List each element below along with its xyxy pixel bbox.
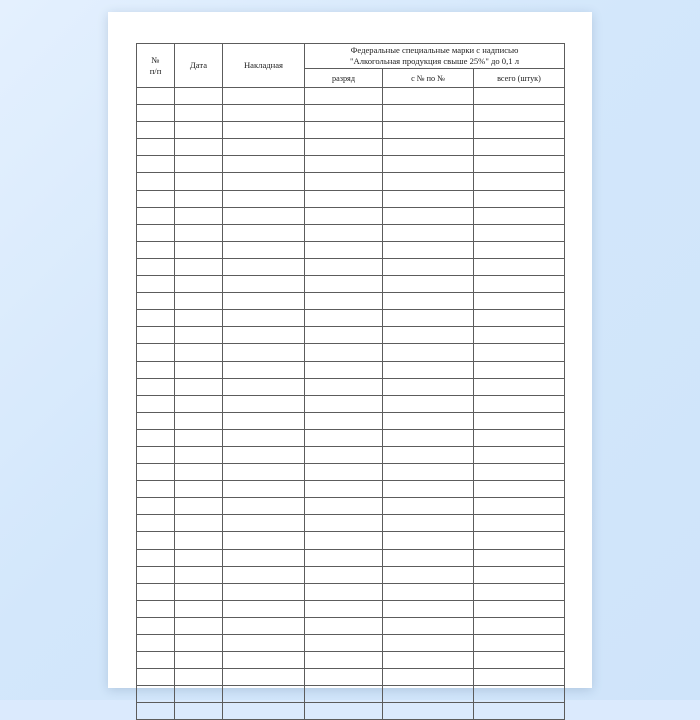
document-page [108, 12, 592, 688]
header-marks-group-line1: Федеральные специальные марки с надписью [350, 44, 519, 55]
table-cell[interactable] [383, 395, 474, 412]
table-cell[interactable] [474, 395, 565, 412]
table-cell[interactable] [175, 344, 223, 361]
header-number-line2: п/п [149, 65, 162, 76]
table-row[interactable] [137, 122, 565, 139]
table-cell[interactable] [137, 258, 175, 275]
table-row[interactable] [137, 258, 565, 275]
table-cell[interactable] [305, 344, 383, 361]
table-cell[interactable] [474, 617, 565, 634]
table-row[interactable] [137, 139, 565, 156]
table-cell[interactable] [474, 344, 565, 361]
table-row[interactable] [137, 652, 565, 669]
table-cell[interactable] [383, 310, 474, 327]
header-number-line1: № [151, 54, 160, 65]
table-cell[interactable] [223, 241, 305, 258]
table-cell[interactable] [137, 464, 175, 481]
table-cell[interactable] [474, 310, 565, 327]
table-cell[interactable] [474, 88, 565, 105]
table-cell[interactable] [474, 600, 565, 617]
table-cell[interactable] [305, 652, 383, 669]
table-cell[interactable] [137, 361, 175, 378]
table-cell[interactable] [137, 122, 175, 139]
table-cell[interactable] [383, 173, 474, 190]
table-cell[interactable] [474, 669, 565, 686]
table-cell[interactable] [383, 600, 474, 617]
table-cell[interactable] [474, 293, 565, 310]
table-cell[interactable] [383, 686, 474, 703]
table-row[interactable] [137, 241, 565, 258]
table-cell[interactable] [474, 412, 565, 429]
table-cell[interactable] [474, 224, 565, 241]
table-cell[interactable] [474, 583, 565, 600]
table-cell[interactable] [137, 224, 175, 241]
table-cell[interactable] [223, 549, 305, 566]
header-marks-group [305, 44, 565, 69]
table-cell[interactable] [474, 122, 565, 139]
table-cell[interactable] [223, 669, 305, 686]
table-cell[interactable] [305, 600, 383, 617]
table-cell[interactable] [223, 481, 305, 498]
table-cell[interactable] [383, 276, 474, 293]
table-cell[interactable] [305, 515, 383, 532]
table-cell[interactable] [305, 310, 383, 327]
table-cell[interactable] [305, 258, 383, 275]
table-cell[interactable] [223, 532, 305, 549]
table-cell[interactable] [305, 703, 383, 720]
table-cell[interactable] [383, 258, 474, 275]
table-row[interactable] [137, 276, 565, 293]
table-cell[interactable] [223, 105, 305, 122]
table-cell[interactable] [305, 207, 383, 224]
table-row[interactable] [137, 566, 565, 583]
table-cell[interactable] [175, 378, 223, 395]
table-cell[interactable] [175, 652, 223, 669]
table-cell[interactable] [175, 139, 223, 156]
table-cell[interactable] [137, 395, 175, 412]
table-row[interactable] [137, 446, 565, 463]
header-row-main [137, 44, 565, 69]
table-cell[interactable] [137, 310, 175, 327]
table-cell[interactable] [305, 686, 383, 703]
table-row[interactable] [137, 515, 565, 532]
table-cell[interactable] [137, 173, 175, 190]
table-cell[interactable] [383, 498, 474, 515]
table-cell[interactable] [474, 686, 565, 703]
table-cell[interactable] [175, 88, 223, 105]
table-cell[interactable] [137, 327, 175, 344]
table-cell[interactable] [223, 378, 305, 395]
table-cell[interactable] [383, 412, 474, 429]
table-cell[interactable] [223, 327, 305, 344]
table-cell[interactable] [474, 190, 565, 207]
table-cell[interactable] [223, 224, 305, 241]
table-cell[interactable] [175, 498, 223, 515]
table-cell[interactable] [305, 190, 383, 207]
table-cell[interactable] [175, 327, 223, 344]
table-cell[interactable] [474, 276, 565, 293]
table-cell[interactable] [175, 207, 223, 224]
table-cell[interactable] [175, 515, 223, 532]
table-cell[interactable] [175, 617, 223, 634]
table-row[interactable] [137, 429, 565, 446]
table-cell[interactable] [474, 429, 565, 446]
table-cell[interactable] [175, 293, 223, 310]
table-cell[interactable] [223, 446, 305, 463]
table-cell[interactable] [223, 156, 305, 173]
table-cell[interactable] [305, 617, 383, 634]
table-cell[interactable] [137, 276, 175, 293]
table-row[interactable] [137, 344, 565, 361]
table-cell[interactable] [175, 669, 223, 686]
table-cell[interactable] [383, 429, 474, 446]
table-cell[interactable] [305, 173, 383, 190]
table-cell[interactable] [305, 378, 383, 395]
table-cell[interactable] [305, 549, 383, 566]
table-row[interactable] [137, 207, 565, 224]
table-cell[interactable] [383, 669, 474, 686]
table-cell[interactable] [137, 686, 175, 703]
table-row[interactable] [137, 583, 565, 600]
table-cell[interactable] [137, 635, 175, 652]
table-cell[interactable] [474, 566, 565, 583]
header-invoice: Накладная [223, 44, 305, 88]
table-cell[interactable] [223, 412, 305, 429]
table-cell[interactable] [383, 464, 474, 481]
table-cell[interactable] [223, 686, 305, 703]
header-range: с № по № [383, 69, 474, 88]
table-cell[interactable] [175, 583, 223, 600]
table-cell[interactable] [223, 635, 305, 652]
table-cell[interactable] [137, 549, 175, 566]
table-cell[interactable] [223, 395, 305, 412]
table-cell[interactable] [223, 361, 305, 378]
table-cell[interactable] [175, 276, 223, 293]
table-cell[interactable] [175, 122, 223, 139]
table-row[interactable] [137, 481, 565, 498]
table-cell[interactable] [305, 481, 383, 498]
table-cell[interactable] [137, 429, 175, 446]
table-cell[interactable] [175, 156, 223, 173]
table-cell[interactable] [305, 105, 383, 122]
table-cell[interactable] [383, 515, 474, 532]
table-cell[interactable] [137, 617, 175, 634]
table-cell[interactable] [474, 207, 565, 224]
table-header [137, 44, 565, 88]
table-cell[interactable] [383, 446, 474, 463]
table-cell[interactable] [383, 156, 474, 173]
table-cell[interactable] [383, 617, 474, 634]
table-cell[interactable] [175, 429, 223, 446]
table-cell[interactable] [175, 446, 223, 463]
table-cell[interactable] [474, 549, 565, 566]
table-row[interactable] [137, 327, 565, 344]
table-cell[interactable] [305, 669, 383, 686]
table-cell[interactable] [305, 122, 383, 139]
table-cell[interactable] [383, 481, 474, 498]
table-cell[interactable] [383, 361, 474, 378]
table-row[interactable] [137, 532, 565, 549]
table-row[interactable] [137, 617, 565, 634]
table-cell[interactable] [474, 105, 565, 122]
table-cell[interactable] [474, 515, 565, 532]
table-cell[interactable] [175, 566, 223, 583]
table-cell[interactable] [383, 105, 474, 122]
table-cell[interactable] [175, 600, 223, 617]
table-row[interactable] [137, 600, 565, 617]
table-cell[interactable] [474, 173, 565, 190]
table-cell[interactable] [383, 327, 474, 344]
table-cell[interactable] [175, 190, 223, 207]
table-row[interactable] [137, 669, 565, 686]
table-cell[interactable] [175, 412, 223, 429]
table-cell[interactable] [383, 566, 474, 583]
table-cell[interactable] [383, 293, 474, 310]
header-total: всего (штук) [474, 69, 565, 88]
table-cell[interactable] [137, 207, 175, 224]
table-body [137, 88, 565, 720]
table-cell[interactable] [137, 293, 175, 310]
table-cell[interactable] [383, 207, 474, 224]
table-cell[interactable] [305, 464, 383, 481]
table-cell[interactable] [474, 446, 565, 463]
table-cell[interactable] [474, 156, 565, 173]
table-cell[interactable] [474, 378, 565, 395]
table-cell[interactable] [383, 139, 474, 156]
table-cell[interactable] [383, 241, 474, 258]
table-cell[interactable] [137, 88, 175, 105]
table-cell[interactable] [474, 498, 565, 515]
table-cell[interactable] [223, 429, 305, 446]
table-cell[interactable] [223, 293, 305, 310]
table-cell[interactable] [474, 361, 565, 378]
marks-ledger-table [136, 43, 565, 720]
table-cell[interactable] [305, 327, 383, 344]
table-row[interactable] [137, 88, 565, 105]
table-row[interactable] [137, 310, 565, 327]
table-cell[interactable] [223, 190, 305, 207]
table-cell[interactable] [305, 532, 383, 549]
table-cell[interactable] [383, 88, 474, 105]
table-cell[interactable] [137, 446, 175, 463]
table-cell[interactable] [223, 498, 305, 515]
table-row[interactable] [137, 395, 565, 412]
table-cell[interactable] [223, 258, 305, 275]
table-cell[interactable] [383, 635, 474, 652]
table-cell[interactable] [474, 635, 565, 652]
table-cell[interactable] [223, 600, 305, 617]
table-row[interactable] [137, 105, 565, 122]
table-cell[interactable] [137, 532, 175, 549]
table-cell[interactable] [137, 139, 175, 156]
table-cell[interactable] [175, 258, 223, 275]
table-cell[interactable] [383, 122, 474, 139]
table-cell[interactable] [137, 412, 175, 429]
table-cell[interactable] [474, 139, 565, 156]
table-cell[interactable] [305, 412, 383, 429]
table-cell[interactable] [223, 566, 305, 583]
table-cell[interactable] [175, 310, 223, 327]
table-cell[interactable] [137, 583, 175, 600]
table-cell[interactable] [305, 361, 383, 378]
table-cell[interactable] [474, 652, 565, 669]
table-cell[interactable] [137, 669, 175, 686]
table-row[interactable] [137, 190, 565, 207]
table-row[interactable] [137, 464, 565, 481]
table-cell[interactable] [137, 241, 175, 258]
table-cell[interactable] [383, 652, 474, 669]
table-cell[interactable] [305, 276, 383, 293]
table-row[interactable] [137, 703, 565, 720]
table-cell[interactable] [175, 361, 223, 378]
table-cell[interactable] [175, 703, 223, 720]
table-cell[interactable] [175, 395, 223, 412]
table-cell[interactable] [137, 481, 175, 498]
table-cell[interactable] [137, 190, 175, 207]
header-date: Дата [175, 44, 223, 88]
table-row[interactable] [137, 635, 565, 652]
table-row[interactable] [137, 378, 565, 395]
table-cell[interactable] [137, 105, 175, 122]
table-cell[interactable] [383, 224, 474, 241]
table-cell[interactable] [383, 583, 474, 600]
header-razryad: разряд [305, 69, 383, 88]
table-cell[interactable] [137, 515, 175, 532]
table-cell[interactable] [474, 703, 565, 720]
table-cell[interactable] [223, 122, 305, 139]
table-cell[interactable] [305, 635, 383, 652]
table-cell[interactable] [223, 88, 305, 105]
table-cell[interactable] [175, 532, 223, 549]
table-cell[interactable] [175, 549, 223, 566]
table-cell[interactable] [175, 635, 223, 652]
table-cell[interactable] [175, 241, 223, 258]
table-cell[interactable] [137, 652, 175, 669]
table-cell[interactable] [474, 327, 565, 344]
table-cell[interactable] [305, 583, 383, 600]
table-cell[interactable] [223, 464, 305, 481]
table-cell[interactable] [305, 293, 383, 310]
table-cell[interactable] [305, 429, 383, 446]
table-cell[interactable] [383, 703, 474, 720]
table-cell[interactable] [137, 600, 175, 617]
table-cell[interactable] [223, 703, 305, 720]
table-cell[interactable] [305, 224, 383, 241]
table-cell[interactable] [175, 173, 223, 190]
table-cell[interactable] [175, 224, 223, 241]
table-row[interactable] [137, 498, 565, 515]
table-row[interactable] [137, 293, 565, 310]
table-cell[interactable] [223, 583, 305, 600]
table-row[interactable] [137, 549, 565, 566]
table-cell[interactable] [305, 566, 383, 583]
table-cell[interactable] [474, 481, 565, 498]
table-cell[interactable] [137, 498, 175, 515]
table-cell[interactable] [175, 686, 223, 703]
table-cell[interactable] [223, 139, 305, 156]
table-cell[interactable] [383, 532, 474, 549]
table-cell[interactable] [137, 344, 175, 361]
table-cell[interactable] [305, 241, 383, 258]
table-cell[interactable] [305, 139, 383, 156]
table-cell[interactable] [175, 105, 223, 122]
table-cell[interactable] [305, 88, 383, 105]
table-cell[interactable] [223, 207, 305, 224]
table-cell[interactable] [383, 378, 474, 395]
table-row[interactable] [137, 686, 565, 703]
table-row[interactable] [137, 412, 565, 429]
table-cell[interactable] [474, 241, 565, 258]
table-row[interactable] [137, 224, 565, 241]
header-number [137, 44, 175, 88]
header-marks-group-line2: "Алкогольная продукция свыше 25%" до 0,1 л [350, 56, 519, 66]
table-row[interactable] [137, 173, 565, 190]
table-cell[interactable] [175, 464, 223, 481]
table-cell[interactable] [383, 344, 474, 361]
table-cell[interactable] [474, 532, 565, 549]
table-cell[interactable] [305, 498, 383, 515]
table-row[interactable] [137, 361, 565, 378]
table-cell[interactable] [383, 190, 474, 207]
table-cell[interactable] [137, 156, 175, 173]
table-cell[interactable] [137, 378, 175, 395]
table-cell[interactable] [223, 276, 305, 293]
table-cell[interactable] [137, 703, 175, 720]
table-cell[interactable] [305, 446, 383, 463]
table-cell[interactable] [223, 173, 305, 190]
table-cell[interactable] [474, 464, 565, 481]
table-cell[interactable] [175, 481, 223, 498]
table-cell[interactable] [223, 652, 305, 669]
table-cell[interactable] [223, 310, 305, 327]
table-cell[interactable] [223, 515, 305, 532]
table-cell[interactable] [305, 395, 383, 412]
table-cell[interactable] [305, 156, 383, 173]
table-cell[interactable] [383, 549, 474, 566]
table-cell[interactable] [474, 258, 565, 275]
table-cell[interactable] [137, 566, 175, 583]
table-cell[interactable] [223, 344, 305, 361]
table-row[interactable] [137, 156, 565, 173]
table-cell[interactable] [223, 617, 305, 634]
